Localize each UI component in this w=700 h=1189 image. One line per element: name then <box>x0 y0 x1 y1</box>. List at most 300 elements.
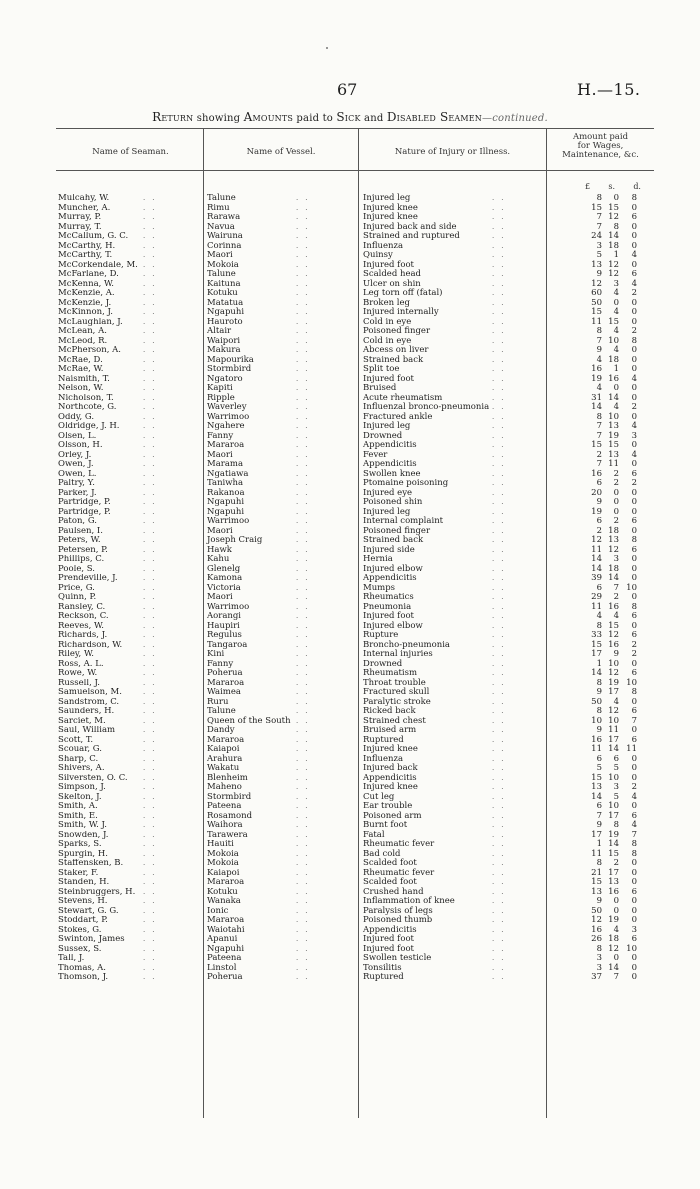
leader-dots: .. <box>492 479 511 487</box>
leader-dots: .. <box>296 251 315 259</box>
leader-dots: .. <box>296 631 315 639</box>
seaman-name: Peters, W. <box>58 536 101 545</box>
leader-dots: .. <box>296 384 315 392</box>
vessel-name: Talune <box>207 269 236 279</box>
leader-dots: .. <box>143 631 162 639</box>
leader-dots: .. <box>492 916 511 924</box>
injury-nature: Influenza <box>363 753 404 764</box>
amount-pounds: 37 <box>591 972 602 982</box>
vessel-name: Talune <box>207 706 236 716</box>
amount-pounds: 6 <box>596 516 602 526</box>
amount-shillings: 17 <box>608 810 619 821</box>
vessel-name: Talune <box>207 193 236 203</box>
amount-shillings: 10 <box>608 335 619 346</box>
leader-dots: .. <box>296 868 315 877</box>
leader-dots: .. <box>143 536 162 544</box>
amount-shillings: 3 <box>613 278 619 289</box>
injury-nature: Injured elbow <box>363 563 423 574</box>
seaman-name: Northcote, G. <box>58 403 117 412</box>
leader-dots: .. <box>143 488 162 497</box>
leader-dots: .. <box>492 374 511 383</box>
leader-dots: .. <box>492 773 511 782</box>
leader-dots: .. <box>296 498 315 506</box>
amount-pence: 0 <box>631 877 637 887</box>
injury-nature: Internal complaint <box>363 516 444 526</box>
injury-nature: Hernia <box>363 554 393 564</box>
amount-pence: 6 <box>631 468 637 479</box>
amount-pounds: 14 <box>591 402 602 412</box>
injury-nature: Ear trouble <box>363 801 413 811</box>
amount-pence: 6 <box>631 611 637 621</box>
leader-dots: .. <box>143 203 162 212</box>
injury-nature: Fever <box>363 449 388 460</box>
injury-nature: Strained back <box>363 535 424 545</box>
leader-dots: .. <box>296 355 315 364</box>
seaman-name: Sussex, S. <box>58 944 102 954</box>
seaman-name: Ransley, C. <box>58 602 106 612</box>
amount-pounds: 8 <box>596 943 602 954</box>
leader-dots: .. <box>296 783 315 791</box>
amount-pence: 0 <box>631 620 637 631</box>
seaman-name: Saul, William <box>58 726 116 735</box>
vessel-name: Pateena <box>207 801 242 811</box>
leader-dots: .. <box>143 593 162 601</box>
amount-pence: 6 <box>631 516 637 526</box>
leader-dots: .. <box>492 222 511 231</box>
leader-dots: .. <box>296 241 315 250</box>
amount-pence: 6 <box>631 706 637 716</box>
leader-dots: .. <box>492 213 511 221</box>
seaman-name: McKenna, W. <box>58 279 114 289</box>
vessel-name: Matatua <box>207 297 244 308</box>
amount-pence: 0 <box>631 231 637 241</box>
amount-shillings: 3 <box>613 782 619 792</box>
amount-pounds: 12 <box>591 915 602 925</box>
seaman-name: Paulsen, I. <box>58 526 103 536</box>
leader-dots: .. <box>143 431 162 440</box>
leader-dots: .. <box>143 754 162 763</box>
seaman-name: Orley, J. <box>58 450 92 460</box>
amount-shillings: 4 <box>613 288 619 298</box>
amount-shillings: 4 <box>613 326 619 336</box>
amount-pounds: 11 <box>591 544 602 555</box>
vessel-name: Tangaroa <box>207 639 248 650</box>
amount-pence: 2 <box>631 288 637 298</box>
amount-pounds: 15 <box>591 307 602 317</box>
leader-dots: .. <box>492 840 511 848</box>
leader-dots: .. <box>296 697 315 706</box>
amount-header-line: for Wages, <box>577 141 624 151</box>
vessel-name: Arahura <box>207 753 243 764</box>
amount-pence: 2 <box>631 782 637 792</box>
vessel-name: Kotuku <box>207 886 238 897</box>
amount-shillings: 15 <box>608 620 619 631</box>
amount-pounds: 8 <box>596 858 602 868</box>
amount-pounds: 14 <box>591 791 602 802</box>
seaman-name: Oddy, G. <box>58 412 95 422</box>
leader-dots: .. <box>143 564 162 573</box>
leader-dots: .. <box>143 612 162 620</box>
leader-dots: .. <box>296 602 315 611</box>
leader-dots: .. <box>296 213 315 221</box>
seaman-name: Richards, J. <box>58 631 108 640</box>
leader-dots: .. <box>296 859 315 867</box>
vessel-name: Mararoa <box>207 734 245 745</box>
injury-nature: Injured side <box>363 544 415 555</box>
amount-shillings: 12 <box>608 630 619 640</box>
leader-dots: .. <box>143 317 162 326</box>
injury-nature: Injured back <box>363 763 418 773</box>
table-row <box>0 669 700 679</box>
amount-pence: 0 <box>631 753 637 764</box>
amount-shillings: 10 <box>608 411 619 422</box>
seaman-name: McKenzie, J. <box>58 298 112 308</box>
leader-dots: .. <box>296 574 315 582</box>
leader-dots: .. <box>296 963 315 972</box>
leader-dots: .. <box>296 849 315 858</box>
amount-pounds: 15 <box>591 772 602 783</box>
pence-label: d. <box>633 182 641 191</box>
leader-dots: .. <box>143 745 162 753</box>
amount-pounds: 6 <box>596 801 602 811</box>
injury-nature: Poisoned finger <box>363 326 431 336</box>
column-header-amount <box>547 133 654 160</box>
injury-nature: Injured foot <box>363 373 414 384</box>
amount-shillings: 16 <box>608 601 619 612</box>
leader-dots: .. <box>296 925 315 934</box>
amount-pence: 0 <box>631 316 637 327</box>
page-number: 67 <box>337 80 358 99</box>
shillings-label: s. <box>608 182 616 191</box>
amount-pence: 0 <box>631 364 637 374</box>
vessel-name: Aorangi <box>207 611 242 621</box>
seaman-name: Muncher, A. <box>58 203 111 213</box>
injury-nature: Rheumatics <box>363 592 414 602</box>
amount-pounds: 1 <box>596 839 602 849</box>
leader-dots: .. <box>296 678 315 687</box>
table-row <box>0 954 700 964</box>
vessel-name: Mapourika <box>207 354 254 365</box>
leader-dots: .. <box>296 878 315 886</box>
injury-nature: Fractured skull <box>363 687 430 697</box>
leader-dots: .. <box>296 935 315 943</box>
table-row <box>0 441 700 451</box>
leader-dots: .. <box>296 973 315 981</box>
vessel-name: Tarawera <box>207 829 248 840</box>
vessel-name: Rosamond <box>207 810 253 821</box>
leader-dots: .. <box>492 659 511 668</box>
leader-dots: .. <box>492 897 511 905</box>
currency-headers <box>585 182 641 191</box>
leader-dots: .. <box>296 555 315 563</box>
seaman-name: Parker, J. <box>58 488 97 498</box>
amount-shillings: 19 <box>608 677 619 688</box>
leader-dots: .. <box>296 545 315 554</box>
leader-dots: .. <box>143 422 162 430</box>
amount-pounds: 19 <box>591 506 602 517</box>
leader-dots: .. <box>143 897 162 905</box>
leader-dots: .. <box>143 925 162 934</box>
table-row <box>0 650 700 660</box>
leader-dots: .. <box>296 669 315 677</box>
table-row <box>0 232 700 242</box>
vessel-name: Kamona <box>207 573 243 583</box>
leader-dots: .. <box>492 878 511 886</box>
seaman-name: Phillips, C. <box>58 555 105 564</box>
injury-nature: Injured foot <box>363 611 414 621</box>
amount-pence: 6 <box>631 544 637 555</box>
amount-pence: 10 <box>626 582 637 593</box>
seaman-name: McKenzie, A. <box>58 289 115 298</box>
injury-nature: Quinsy <box>363 250 393 260</box>
injury-nature: Tonsilitis <box>363 962 402 973</box>
leader-dots: .. <box>492 764 511 772</box>
amount-shillings: 1 <box>613 250 619 260</box>
leader-dots: .. <box>296 203 315 212</box>
leader-dots: .. <box>492 526 511 535</box>
leader-dots: .. <box>492 203 511 212</box>
amount-pounds: 7 <box>596 221 602 232</box>
seaman-name: Steinbruggers, H. <box>58 887 136 897</box>
injury-nature: Injured eye <box>363 487 413 498</box>
header-bottom-rule <box>56 170 654 171</box>
leader-dots: .. <box>296 526 315 535</box>
amount-pounds: 9 <box>596 725 602 735</box>
table-row <box>0 831 700 841</box>
amount-pounds: 29 <box>591 592 602 602</box>
amount-pounds: 1 <box>596 658 602 669</box>
amount-pounds: 12 <box>591 535 602 545</box>
leader-dots: .. <box>296 431 315 440</box>
injury-nature: Strained and ruptured <box>363 231 460 241</box>
vessel-name: Altair <box>207 326 232 336</box>
seaman-name: Stokes, G. <box>58 925 102 935</box>
seaman-name: McLaughlan, J. <box>58 317 123 327</box>
seaman-name: Sharp, C. <box>58 754 99 764</box>
leader-dots: .. <box>492 593 511 601</box>
injury-nature: Rheumatic fever <box>363 867 435 878</box>
leader-dots: .. <box>492 564 511 573</box>
amount-pounds: 9 <box>596 497 602 507</box>
leader-dots: .. <box>492 925 511 934</box>
amount-shillings: 10 <box>608 715 619 726</box>
amount-pence: 0 <box>631 563 637 574</box>
injury-nature: Injured knee <box>363 744 418 754</box>
amount-pounds: 3 <box>596 953 602 963</box>
injury-nature: Influenza <box>363 240 404 251</box>
amount-pounds: 39 <box>591 573 602 583</box>
injury-nature: Ricked back <box>363 706 416 716</box>
column-header-vessel: Name of Vessel. <box>246 147 316 157</box>
table-row <box>0 346 700 356</box>
amount-pence: 10 <box>626 943 637 954</box>
vessel-name: Waverley <box>207 402 247 412</box>
leader-dots: .. <box>492 545 511 554</box>
injury-nature: Scalded foot <box>363 858 417 868</box>
leader-dots: .. <box>492 830 511 839</box>
amount-shillings: 18 <box>608 354 619 365</box>
leader-dots: .. <box>296 564 315 573</box>
seaman-name: Scouar, G. <box>58 745 102 754</box>
amount-pence: 0 <box>631 506 637 517</box>
vessel-name: Kini <box>207 649 225 659</box>
leader-dots: .. <box>143 669 162 677</box>
vessel-name: Kapiti <box>207 383 233 393</box>
injury-nature: Fractured ankle <box>363 411 433 422</box>
amount-pence: 11 <box>626 744 637 754</box>
vessel-name: Waihora <box>207 820 243 830</box>
amount-pounds: 9 <box>596 820 602 830</box>
leader-dots: .. <box>296 298 315 307</box>
amount-shillings: 4 <box>613 345 619 355</box>
table-row <box>0 375 700 385</box>
amount-pence: 0 <box>631 345 637 355</box>
leader-dots: .. <box>296 488 315 497</box>
vessel-name: Rimu <box>207 202 230 213</box>
leader-dots: .. <box>143 450 162 459</box>
amount-header-line: Maintenance, &c. <box>562 150 639 160</box>
leader-dots: .. <box>296 222 315 231</box>
amount-pence: 0 <box>631 525 637 536</box>
amount-pounds: 8 <box>596 411 602 422</box>
seaman-name: McCarthy, T. <box>58 251 113 260</box>
leader-dots: .. <box>296 726 315 734</box>
leader-dots: .. <box>143 479 162 487</box>
leader-dots: .. <box>296 954 315 962</box>
amount-pounds: 7 <box>596 335 602 346</box>
amount-shillings: 4 <box>613 402 619 412</box>
amount-pounds: 8 <box>596 193 602 203</box>
amount-pence: 6 <box>631 269 637 279</box>
injury-nature: Influenzal bronco-pneumonia <box>363 402 490 412</box>
vessel-name: Poherua <box>207 668 243 678</box>
table-row <box>0 945 700 955</box>
vessel-name: Mararoa <box>207 915 245 925</box>
leader-dots: .. <box>143 232 162 240</box>
amount-pounds: 60 <box>591 288 602 298</box>
leader-dots: .. <box>492 317 511 326</box>
leader-dots: .. <box>143 222 162 231</box>
vessel-name: Rarawa <box>207 212 241 222</box>
seaman-name: Saunders, H. <box>58 707 115 716</box>
leader-dots: .. <box>143 336 162 345</box>
seaman-name: Rowe, W. <box>58 669 98 678</box>
amount-pounds: 5 <box>596 763 602 773</box>
amount-pounds: 11 <box>591 744 602 754</box>
leader-dots: .. <box>296 469 315 478</box>
seaman-name: Snowden, J. <box>58 830 109 840</box>
leader-dots: .. <box>296 403 315 411</box>
injury-nature: Paralysis of legs <box>363 905 433 916</box>
seaman-name: Russell, J. <box>58 678 100 688</box>
vessel-name: Maori <box>207 592 233 602</box>
leader-dots: .. <box>296 479 315 487</box>
seaman-name: Smith, W. J. <box>58 821 107 830</box>
injury-nature: Poisoned thumb <box>363 915 433 925</box>
injury-nature: Injured foot <box>363 934 414 944</box>
leader-dots: .. <box>143 650 162 658</box>
leader-dots: .. <box>143 906 162 915</box>
leader-dots: .. <box>143 260 162 269</box>
leader-dots: .. <box>296 583 315 592</box>
vessel-name: Wairuna <box>207 231 243 241</box>
leader-dots: .. <box>143 802 162 810</box>
injury-nature: Paralytic stroke <box>363 696 431 707</box>
amount-shillings: 11 <box>608 459 619 469</box>
leader-dots: .. <box>492 574 511 582</box>
vessel-name: Regulus <box>207 630 242 640</box>
leader-dots: .. <box>143 783 162 791</box>
amount-pounds: 15 <box>591 639 602 650</box>
amount-header-line: Amount paid <box>572 132 629 142</box>
amount-shillings: 1 <box>613 364 619 374</box>
amount-pence: 6 <box>631 630 637 640</box>
column-header-name: Name of Seaman. <box>92 147 169 157</box>
leader-dots: .. <box>492 963 511 972</box>
injury-nature: Injured leg <box>363 193 411 203</box>
leader-dots: .. <box>296 659 315 668</box>
leader-dots: .. <box>143 764 162 772</box>
amount-shillings: 12 <box>608 212 619 222</box>
amount-shillings: 4 <box>613 307 619 317</box>
seaman-name: Olsson, H. <box>58 441 103 450</box>
leader-dots: .. <box>492 707 511 715</box>
amount-shillings: 18 <box>608 934 619 944</box>
amount-pence: 0 <box>631 858 637 868</box>
amount-pounds: 13 <box>591 259 602 270</box>
seaman-name: Stoddart, P. <box>58 916 108 925</box>
leader-dots: .. <box>296 232 315 240</box>
injury-nature: Bad cold <box>363 848 401 859</box>
leader-dots: .. <box>492 583 511 592</box>
amount-pounds: 5 <box>596 250 602 260</box>
amount-pounds: 15 <box>591 877 602 887</box>
amount-shillings: 7 <box>613 582 619 593</box>
seaman-name: Naismith, T. <box>58 374 110 384</box>
seaman-name: Nelson, W. <box>58 384 104 393</box>
vessel-name: Fanny <box>207 658 234 669</box>
amount-pence: 3 <box>631 924 637 935</box>
amount-shillings: 18 <box>608 563 619 574</box>
amount-pounds: 11 <box>591 601 602 612</box>
leader-dots: .. <box>296 830 315 839</box>
amount-pounds: 31 <box>591 392 602 403</box>
leader-dots: .. <box>492 821 511 829</box>
amount-pence: 2 <box>631 649 637 659</box>
leader-dots: .. <box>296 327 315 335</box>
leader-dots: .. <box>143 213 162 221</box>
seaman-name: Olsen, L. <box>58 431 97 441</box>
vessel-name: Kaiapoi <box>207 744 240 754</box>
amount-pounds: 50 <box>591 696 602 707</box>
leader-dots: .. <box>492 697 511 706</box>
vessel-name: Ngatiawa <box>207 468 249 479</box>
table-row <box>0 935 700 945</box>
column-header-nature: Nature of Injury or Illness. <box>394 147 511 157</box>
amount-shillings: 13 <box>608 877 619 887</box>
leader-dots: .. <box>296 688 315 696</box>
vessel-name: Ngahere <box>207 421 245 431</box>
leader-dots: .. <box>492 384 511 392</box>
injury-nature: Ruptured <box>363 734 404 745</box>
vessel-name: Maori <box>207 449 233 460</box>
amount-shillings: 19 <box>608 430 619 441</box>
leader-dots: .. <box>296 194 315 202</box>
table-row <box>0 679 700 689</box>
leader-dots: .. <box>492 450 511 459</box>
amount-pence: 4 <box>631 449 637 460</box>
amount-pounds: 4 <box>596 354 602 365</box>
